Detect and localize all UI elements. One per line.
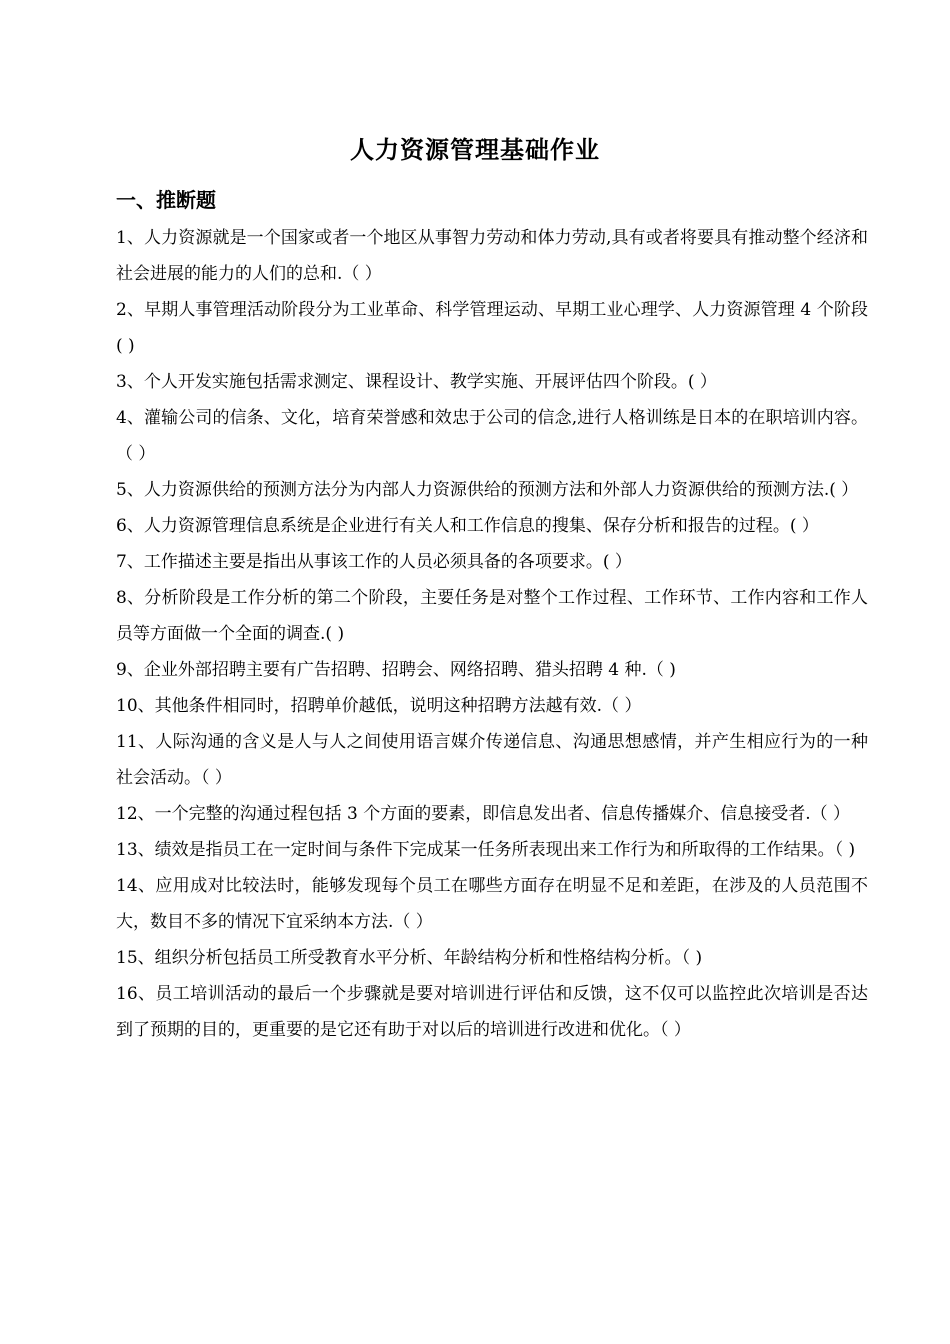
question-item: 13、绩效是指员工在一定时间与条件下完成某一任务所表现出来工作行为和所取得的工作结果。（ ) (116, 840, 856, 860)
question-item: 15、组织分析包括员工所受教育水平分析、年龄结构分析和性格结构分析。（ ) (116, 948, 703, 968)
question-item: 5、人力资源供给的预测方法分为内部人力资源供给的预测方法和外部人力资源供给的预测方法.( ） (116, 480, 859, 500)
document-title: 人力资源管理基础作业 (350, 135, 600, 164)
question-item: 3、个人开发实施包括需求测定、课程设计、教学实施、开展评估四个阶段。( ） (116, 372, 717, 392)
question-item: 10、其他条件相同时，招聘单价越低，说明这种招聘方法越有效.（ ） (116, 696, 642, 716)
question-item: 6、人力资源管理信息系统是企业进行有关人和工作信息的搜集、保存分析和报告的过程。( ） (116, 516, 819, 536)
question-list (116, 220, 868, 1048)
question-item: 11、人际沟通的含义是人与人之间使用语言媒介传递信息、沟通思想感情，并产生相应行为的一种社会活动。（ ） (116, 732, 868, 788)
question-item: 7、工作描述主要是指出从事该工作的人员必须具备的各项要求。( ） (116, 552, 632, 572)
question-item: 4、灌输公司的信条、文化，培育荣誉感和效忠于公司的信念,进行人格训练是日本的在职培训内容。（ ） (116, 408, 868, 464)
question-item: 2、早期人事管理活动阶段分为工业革命、科学管理运动、早期工业心理学、人力资源管理 4 个阶段( ) (116, 300, 868, 356)
section-heading: 一、推断题 (116, 188, 216, 212)
question-item: 14、应用成对比较法时，能够发现每个员工在哪些方面存在明显不足和差距，在涉及的人员范围不大，数目不多的情况下宜采纳本方法.（ ） (116, 876, 868, 932)
question-item: 16、员工培训活动的最后一个步骤就是要对培训进行评估和反馈，这不仅可以监控此次培训是否达到了预期的目的，更重要的是它还有助于对以后的培训进行改进和优化。（ ） (116, 984, 868, 1040)
question-item: 12、一个完整的沟通过程包括 3 个方面的要素，即信息发出者、信息传播媒介、信息接受者.（ ） (116, 804, 851, 824)
question-item: 9、企业外部招聘主要有广告招聘、招聘会、网络招聘、猎头招聘 4 种.（ ) (116, 660, 676, 680)
question-item: 8、分析阶段是工作分析的第二个阶段，主要任务是对整个工作过程、工作环节、工作内容和工作人员等方面做一个全面的调查.( ) (116, 588, 868, 644)
question-item: 1、人力资源就是一个国家或者一个地区从事智力劳动和体力劳动,具有或者将要具有推动整个经济和社会进展的能力的人们的总和.（ ） (116, 228, 868, 284)
